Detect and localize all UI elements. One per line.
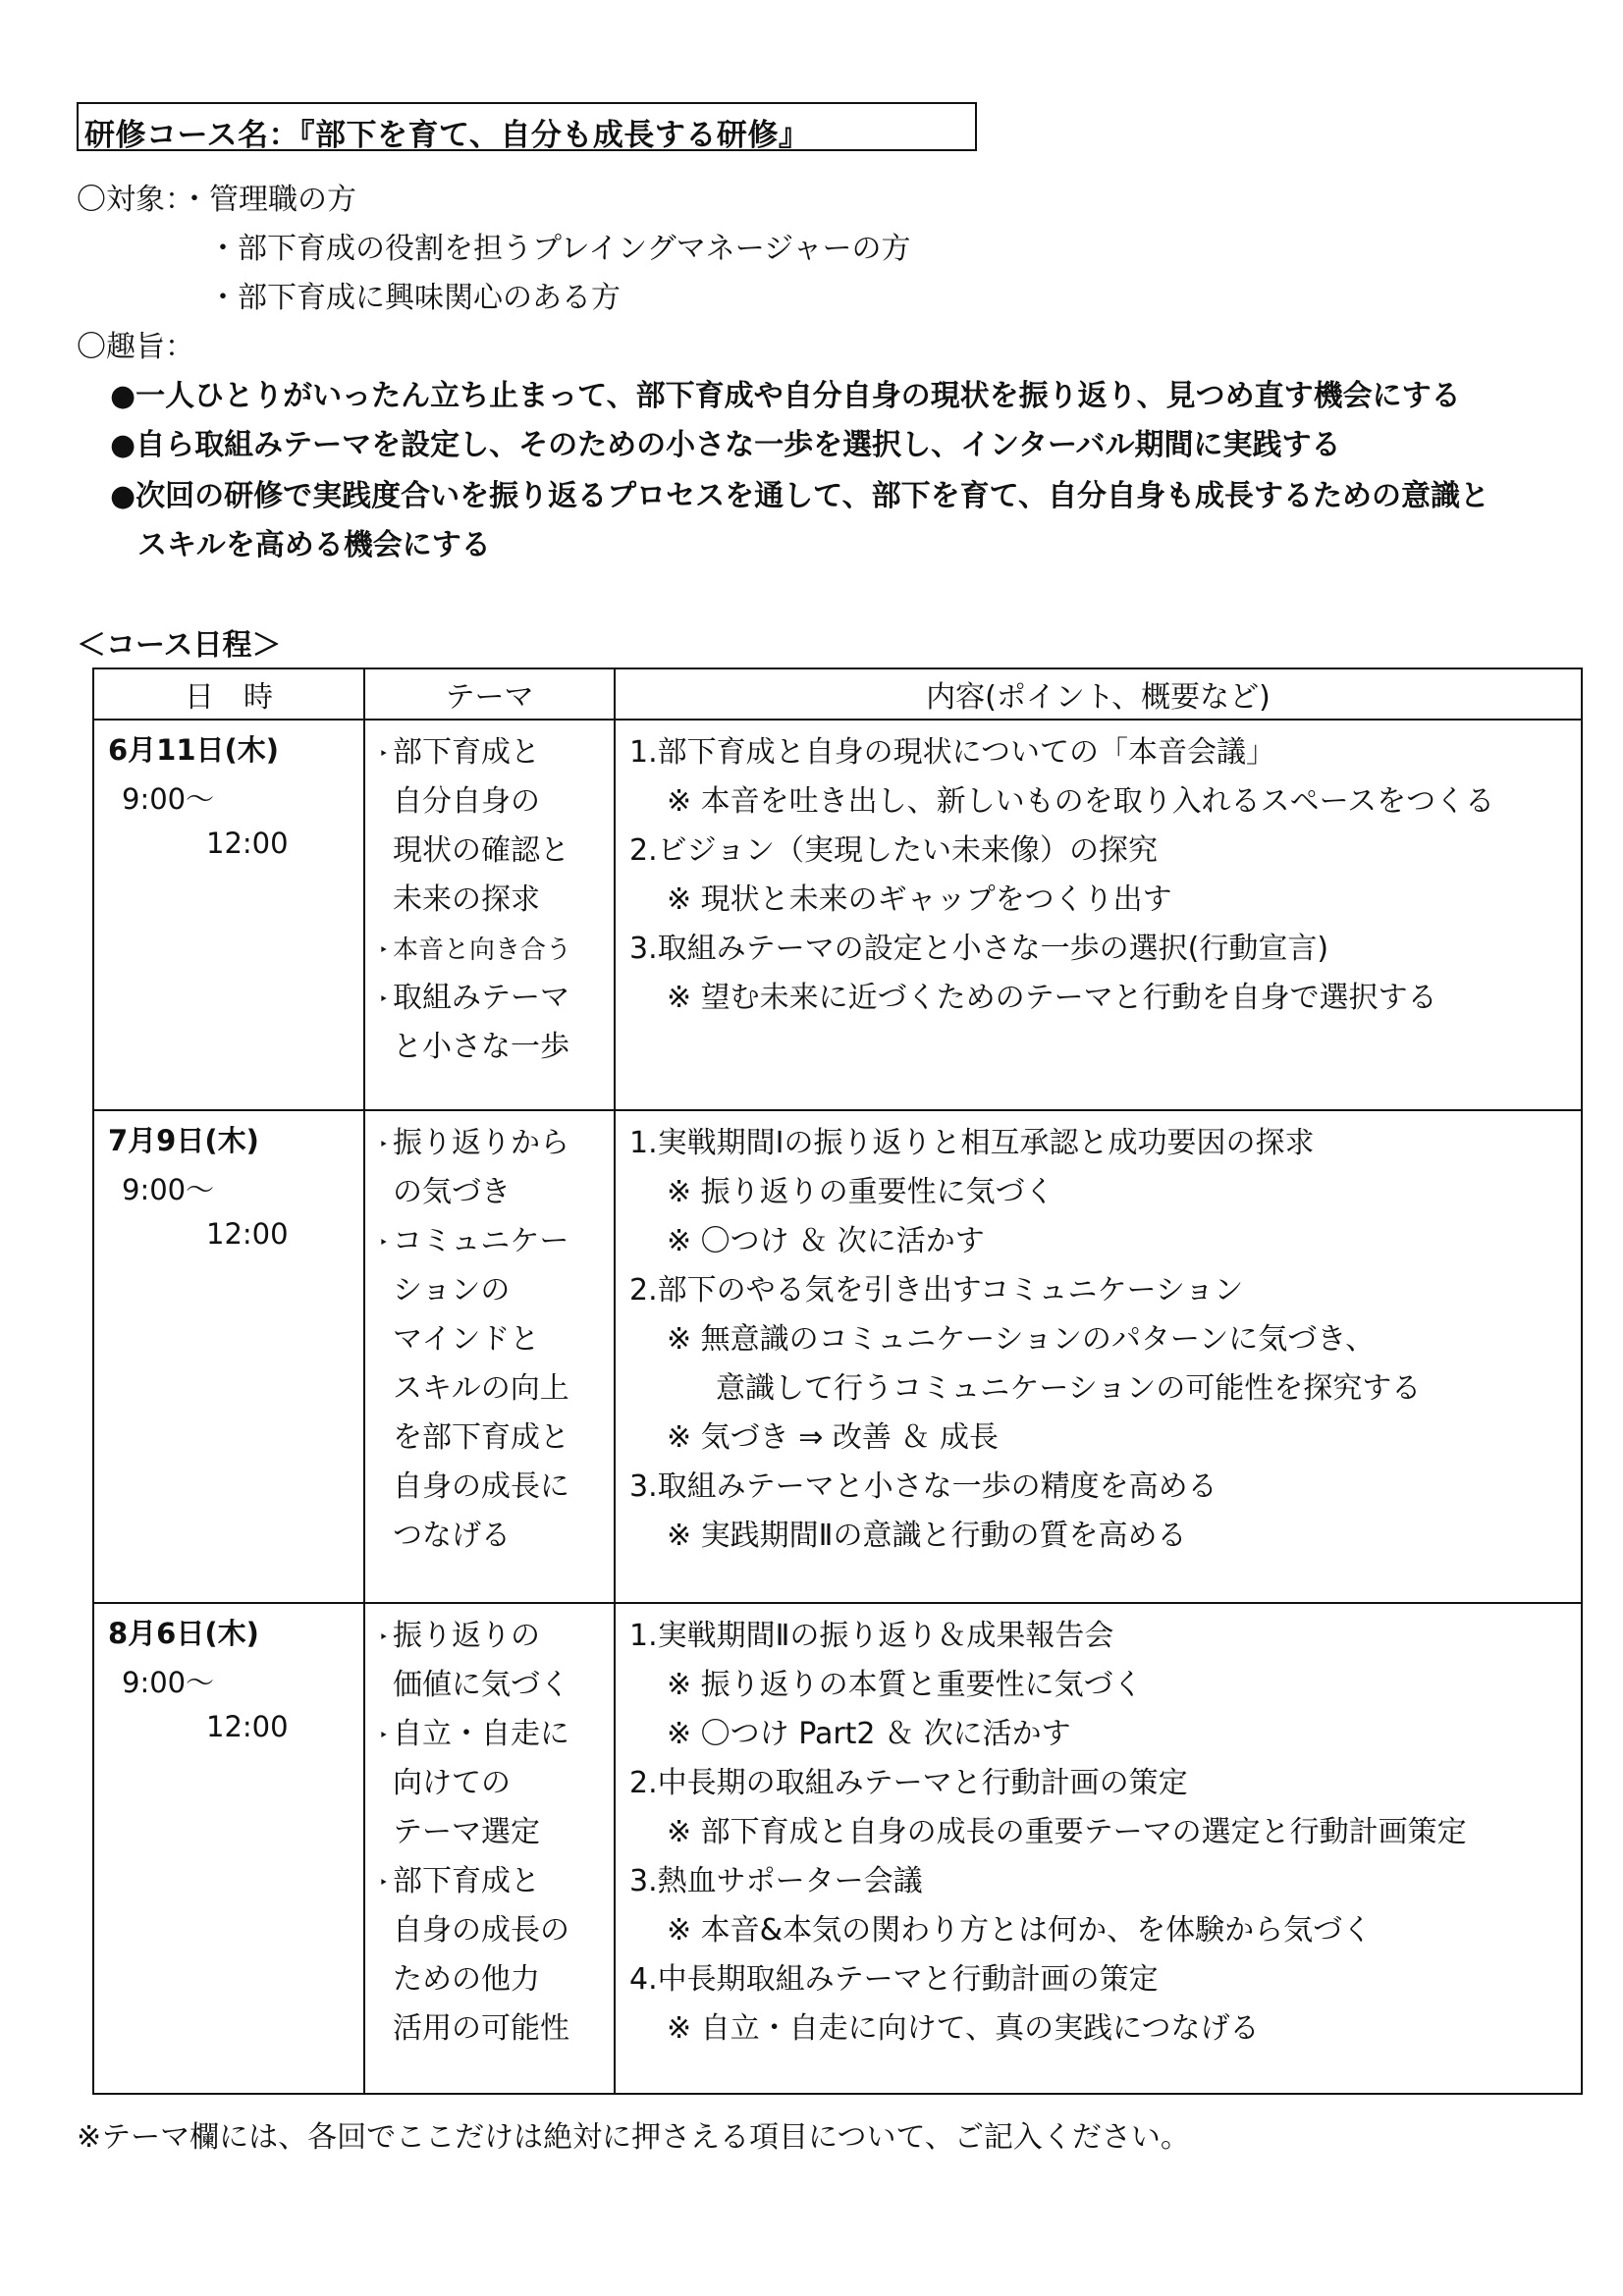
date-text: 7月9日(木) [108,1124,259,1157]
theme-line [379,1808,614,1857]
header-content: 内容(ポイント、概要など) [615,668,1582,720]
theme-line [379,1414,614,1463]
theme-text: ションの [393,1273,511,1308]
theme-cell [364,1110,615,1603]
content-note: ※ 振り返りの本質と重要性に気づく [667,1668,1143,1702]
end-time: 12:00 [206,827,289,860]
theme-bullet-mark: ‣ [379,939,389,959]
content-note: ※ 部下育成と自身の成長の重要テーマの選定と行動計画策定 [667,1815,1467,1849]
table-row [93,1110,1582,1603]
theme-line [379,1759,614,1808]
theme-text: 自身の成長に [393,1469,569,1504]
theme-line [379,974,614,1023]
purpose-bullet: ●次回の研修で実践度合いを振り返るプロセスを通して、部下を育て、自分自身も成長するための意識と [110,479,1489,513]
theme-text: を部下育成と [393,1420,569,1455]
content-cell [615,720,1582,1110]
course-title-box [77,102,977,151]
purpose-label: 〇趣旨： [77,330,194,364]
theme-line [379,728,614,777]
content-item: 2.部下のやる気を引き出すコミュニケーション [629,1273,1244,1308]
theme-bullet-mark: ‣ [379,1725,389,1744]
theme-bullet-mark: ‣ [379,988,389,1008]
start-time: 9:00～ [122,1666,215,1699]
end-time: 12:00 [206,1710,289,1743]
theme-text: コミュニケー [393,1224,569,1258]
purpose-bullet-continuation: スキルを高める機会にする [137,528,491,562]
content-note: ※ 実践期間Ⅱの意識と行動の質を高める [667,1519,1187,1553]
schedule-label: ＜コース日程＞ [77,628,282,663]
content-note: ※ 自立・自走に向けて、真の実践につなげる [667,2011,1260,2046]
theme-text: 振り返りの [393,1619,540,1653]
content-item: 2.ビジョン（実現したい未来像）の探究 [629,833,1159,868]
theme-text: 価値に気づく [393,1668,569,1702]
purpose-bullet: ●自ら取組みテーマを設定し、そのための小さな一歩を選択し、インターバル期間に実践する [110,428,1341,462]
theme-line [379,2004,614,2054]
content-note: ※ 〇つけ ＆ 次に活かす [667,1224,985,1258]
theme-line [379,1168,614,1217]
target-item: ・部下育成に興味関心のある方 [208,281,621,315]
theme-line [379,1463,614,1512]
theme-text: 未来の探求 [393,882,540,917]
theme-text: 活用の可能性 [393,2011,569,2046]
content-cell [615,1110,1582,1603]
date-text: 8月6日(木) [108,1617,259,1650]
content-item: 3.取組みテーマと小さな一歩の精度を高める [629,1469,1217,1504]
purpose-bullet: ●一人ひとりがいったん立ち止まって、部下育成や自分自身の現状を振り返り、見つめ直す機会にする [110,379,1461,413]
theme-text: 本音と向き合う [393,935,572,965]
theme-line [379,925,614,974]
content-note: ※ 気づき ⇒ 改善 ＆ 成長 [667,1420,999,1455]
theme-text: テーマ選定 [393,1815,540,1849]
end-time: 12:00 [206,1217,289,1251]
theme-text: 自身の成長の [393,1913,569,1948]
content-note: 意識して行うコミュニケーションの可能性を探究する [716,1371,1422,1406]
theme-line [379,1023,614,1072]
content-item: 3.熱血サポーター会議 [629,1864,923,1898]
theme-bullet-mark: ‣ [379,1134,389,1153]
content-item: 3.取組みテーマの設定と小さな一歩の選択(行動宣言) [629,932,1329,966]
theme-bullet-mark: ‣ [379,1627,389,1646]
header-theme: テーマ [364,668,615,720]
theme-text: 現状の確認と [393,833,569,868]
date-cell [93,720,364,1110]
content-note: ※ 本音&本気の関わり方とは何か、を体験から気づく [667,1913,1373,1948]
start-time: 9:00～ [122,1173,215,1206]
theme-line [379,1612,614,1661]
content-item: 2.中長期の取組みテーマと行動計画の策定 [629,1766,1188,1800]
theme-line [379,1364,614,1414]
theme-cell [364,720,615,1110]
theme-line [379,1857,614,1906]
content-note: ※ 振り返りの重要性に気づく [667,1175,1055,1209]
header-datetime: 日 時 [93,668,364,720]
theme-text: スキルの向上 [393,1371,569,1406]
theme-text: 自立・自走に [393,1717,569,1751]
date-cell [93,1603,364,2094]
theme-text: 部下育成と [393,1864,540,1898]
theme-line [379,1512,614,1561]
content-note: ※ 本音を吐き出し、新しいものを取り入れるスペースをつくる [667,784,1495,819]
theme-line [379,1266,614,1315]
theme-text: 自分自身の [393,784,540,819]
theme-line [379,1661,614,1710]
target-item: ・部下育成の役割を担うプレイングマネージャーの方 [208,232,911,266]
theme-text: マインドと [393,1322,540,1357]
theme-line [379,1906,614,1955]
theme-bullet-mark: ‣ [379,1872,389,1892]
schedule-table [92,667,1583,2095]
content-item: 1.実戦期間Ⅰの振り返りと相互承認と成功要因の探求 [629,1126,1315,1160]
content-item: 1.部下育成と自身の現状についての「本音会議」 [629,735,1276,770]
theme-text: つなげる [393,1519,511,1553]
theme-line [379,1217,614,1266]
table-row [93,1603,1582,2094]
table-header-row [93,668,1582,720]
theme-bullet-mark: ‣ [379,1232,389,1252]
content-note: ※ 〇つけ Part2 ＆ 次に活かす [667,1717,1071,1751]
theme-line [379,777,614,827]
theme-line [379,1315,614,1364]
content-cell [615,1603,1582,2094]
content-note: ※ 無意識のコミュニケーションのパターンに気づき、 [667,1322,1376,1357]
theme-text: 振り返りから [393,1126,569,1160]
target-label: 〇対象：・管理職の方 [77,183,356,217]
theme-text: 部下育成と [393,735,540,770]
content-item: 1.実戦期間Ⅱの振り返り＆成果報告会 [629,1619,1114,1653]
content-note: ※ 現状と未来のギャップをつくり出す [667,882,1172,917]
theme-text: の気づき [393,1175,511,1209]
content-note: ※ 望む未来に近づくためのテーマと行動を自身で選択する [667,981,1437,1015]
theme-line [379,1955,614,2004]
theme-line [379,827,614,876]
date-cell [93,1110,364,1603]
theme-line [379,1119,614,1168]
theme-text: 取組みテーマ [393,981,569,1015]
table-row [93,720,1582,1110]
theme-line [379,1710,614,1759]
footnote: ※テーマ欄には、各回でここだけは絶対に押さえる項目について、ご記入ください。 [77,2120,1190,2155]
content-item: 4.中長期取組みテーマと行動計画の策定 [629,1962,1159,1997]
theme-bullet-mark: ‣ [379,743,389,763]
theme-line [379,876,614,925]
start-time: 9:00～ [122,782,215,816]
theme-text: と小さな一歩 [393,1030,569,1064]
theme-text: 向けての [393,1766,511,1800]
theme-cell [364,1603,615,2094]
date-text: 6月11日(木) [108,733,280,767]
course-title: 研修コース名：『部下を育て、自分も成長する研修』 [84,118,810,153]
theme-text: ための他力 [393,1962,540,1997]
